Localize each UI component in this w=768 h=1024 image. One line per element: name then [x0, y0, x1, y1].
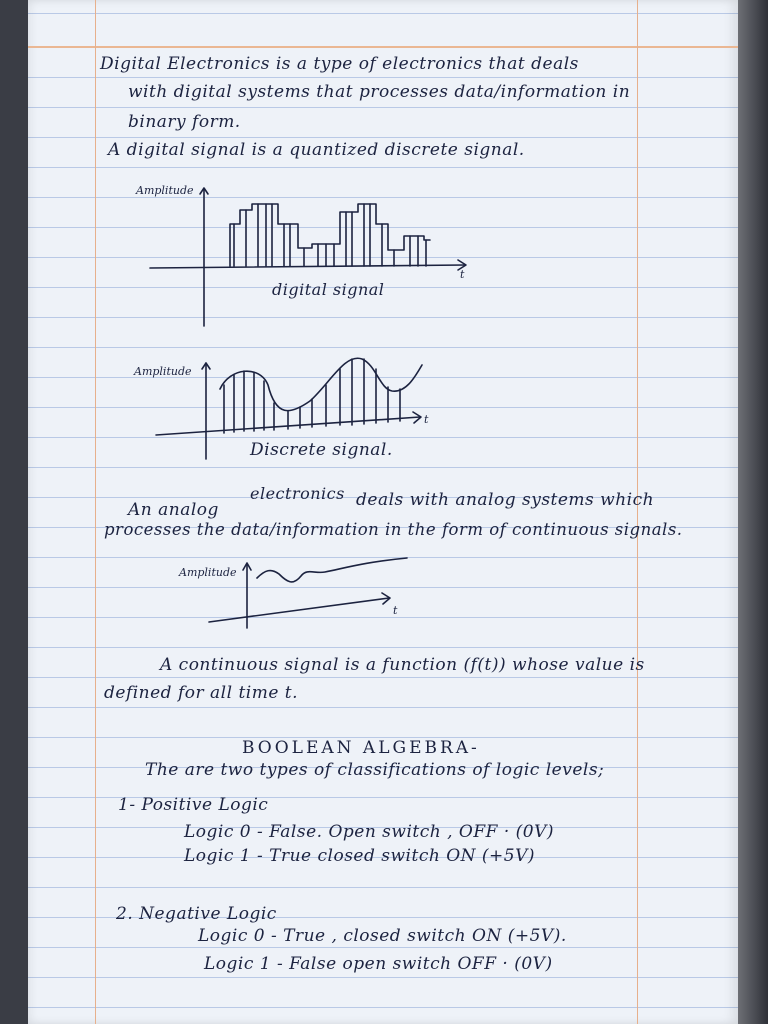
- text-line-8: defined for all time t.: [104, 683, 299, 703]
- text-line-4: A digital signal is a quantized discrete signal.: [108, 140, 525, 160]
- digital-caption: digital signal: [272, 280, 385, 299]
- text-line-6: processes the data/information in the form of continuous signals.: [104, 520, 683, 539]
- text-line-5a: An analog: [128, 500, 219, 520]
- text-line-2: with digital systems that processes data/information in: [128, 82, 631, 102]
- text-insert-electronics: electronics: [250, 484, 345, 503]
- discrete-caption: Discrete signal.: [250, 440, 393, 460]
- negative-logic-1: Logic 1 - False open switch OFF · (0V): [204, 954, 553, 974]
- negative-logic-0: Logic 0 - True , closed switch ON (+5V).: [198, 926, 567, 946]
- text-line-7: A continuous signal is a function (f(t)) whose value is: [160, 655, 645, 675]
- boolean-algebra-heading: BOOLEAN ALGEBRA-: [242, 738, 480, 758]
- analog-signal-graph: [175, 552, 415, 632]
- text-line-3: binary form.: [128, 112, 241, 132]
- text-line-5c: deals with analog systems which: [356, 490, 655, 510]
- discrete-xlabel: t: [424, 413, 429, 426]
- digital-ylabel: Amplitude: [136, 184, 194, 197]
- negative-logic-title: 2. Negative Logic: [116, 904, 277, 924]
- left-margin-line: [95, 0, 96, 1024]
- discrete-ylabel: Amplitude: [134, 365, 192, 378]
- analog-xlabel: t: [393, 604, 398, 617]
- right-margin-line: [637, 0, 638, 1024]
- digital-xlabel: t: [460, 268, 465, 281]
- positive-logic-title: 1- Positive Logic: [118, 795, 269, 815]
- positive-logic-0: Logic 0 - False. Open switch , OFF · (0V): [184, 822, 554, 842]
- text-line-1: Digital Electronics is a type of electronics that deals: [100, 54, 579, 74]
- positive-logic-1: Logic 1 - True closed switch ON (+5V): [184, 846, 536, 866]
- analog-ylabel: Amplitude: [179, 566, 237, 579]
- digital-signal-graph: [130, 180, 490, 330]
- page-edge-shadow: [738, 0, 768, 1024]
- top-margin-line: [28, 46, 738, 48]
- text-line-9: The are two types of classifications of logic levels;: [145, 760, 605, 780]
